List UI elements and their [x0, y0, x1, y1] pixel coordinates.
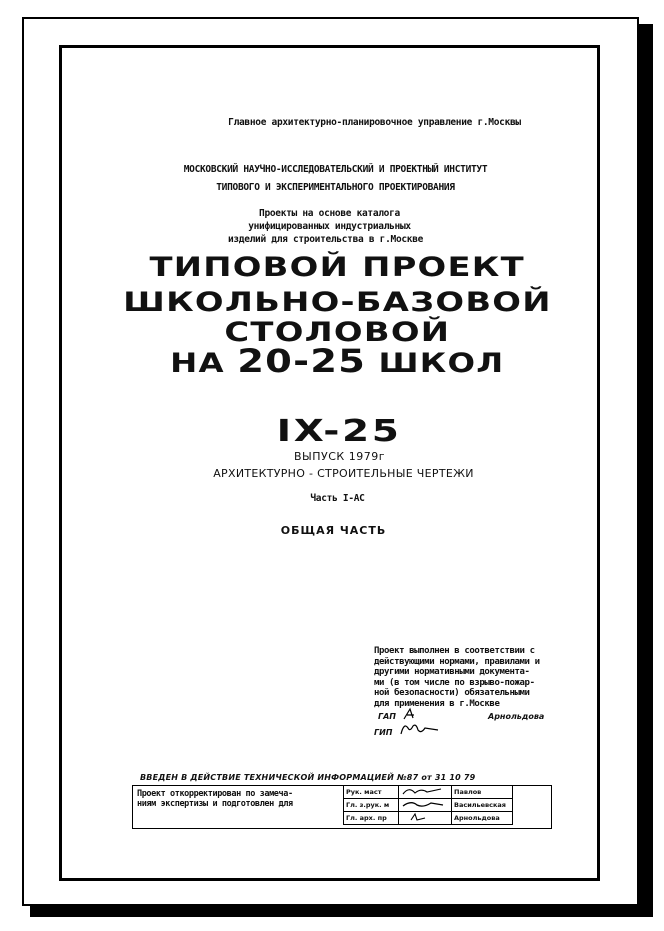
signature-scribble-icon	[401, 812, 445, 822]
stamp-person: Васильевская	[452, 799, 513, 812]
signature-scribble-icon	[401, 786, 445, 796]
title-line-4: НА 20-25 ШКОЛ	[170, 342, 505, 380]
stamp-role: Рук. маст	[344, 786, 399, 799]
stamp-signature-table	[343, 785, 513, 825]
stamp-signature	[399, 812, 452, 825]
based-on-line-1: Проекты на основе каталога	[259, 208, 400, 219]
stamp-person: Павлов	[452, 786, 513, 799]
title-line-1: ТИПОВОЙ ПРОЕКТ	[149, 252, 526, 283]
stamp-text-line: ниям экспертизы и подготовлен для	[137, 799, 293, 809]
project-code: IX-25	[277, 414, 402, 449]
section-title: АРХИТЕКТУРНО - СТРОИТЕЛЬНЫЕ ЧЕРТЕЖИ	[213, 467, 474, 480]
gip-signature-icon	[398, 720, 446, 738]
stamp-text-line: Проект откорректирован по замеча-	[137, 789, 293, 799]
stamp-row	[344, 786, 513, 799]
title-line-3: СТОЛОВОЙ	[224, 317, 451, 348]
note-line: ной безопасности) обязательными	[374, 688, 530, 698]
note-line: ми (в том числе по взрыво-пожар-	[374, 677, 535, 688]
gap-name: Арнольдова	[488, 712, 545, 721]
note-line: Проект выполнен в соответствии с	[374, 646, 535, 656]
stamp-row	[344, 799, 513, 812]
signature-scribble-icon	[401, 799, 445, 809]
stamp-row	[344, 812, 513, 825]
stamp-person: Арнольдова	[452, 812, 513, 825]
title-line-2: ШКОЛЬНО-БАЗОВОЙ	[123, 287, 552, 318]
general-part: ОБЩАЯ ЧАСТЬ	[280, 524, 387, 537]
institute-line-2: ТИПОВОГО И ЭКСПЕРИМЕНТАЛЬНОГО ПРОЕКТИРОВАНИЯ	[216, 182, 455, 193]
document-frame	[59, 45, 600, 881]
stamp-signature	[399, 799, 452, 812]
part-label: Часть I-АС	[310, 493, 365, 504]
stamp-role: Гл. з.рук. м	[344, 799, 399, 812]
based-on-line-3: изделий для строительства в г.Москве	[227, 234, 424, 245]
note-line: другими нормативными документа-	[374, 667, 530, 677]
gap-label: ГАП	[378, 712, 396, 721]
document-page	[22, 17, 639, 906]
introduced-line: ВВЕДЕН В ДЕЙСТВИЕ ТЕХНИЧЕСКОЙ ИНФОРМАЦИЕЙ №87 от 31 10 79	[140, 773, 476, 782]
stamp-role: Гл. арх. пр	[344, 812, 399, 825]
compliance-note	[374, 646, 592, 709]
stamp-signature	[399, 786, 452, 799]
main-department: Главное архитектурно-планировочное управление г.Москвы	[228, 117, 521, 128]
note-line: действующими нормами, правилами и	[374, 656, 540, 667]
based-on-line-2: унифицированных индустриальных	[248, 221, 411, 232]
stamp-correction-text	[137, 789, 335, 809]
issue-year: ВЫПУСК 1979г	[294, 450, 385, 463]
institute-line-1: МОСКОВСКИЙ НАУЧНО-ИССЛЕДОВАТЕЛЬСКИЙ И ПРОЕКТНЫЙ ИНСТИТУТ	[183, 164, 488, 175]
gip-label: ГИП	[374, 728, 393, 737]
title-block-stamp	[132, 785, 552, 829]
note-line: для применения в г.Москве	[374, 698, 500, 709]
